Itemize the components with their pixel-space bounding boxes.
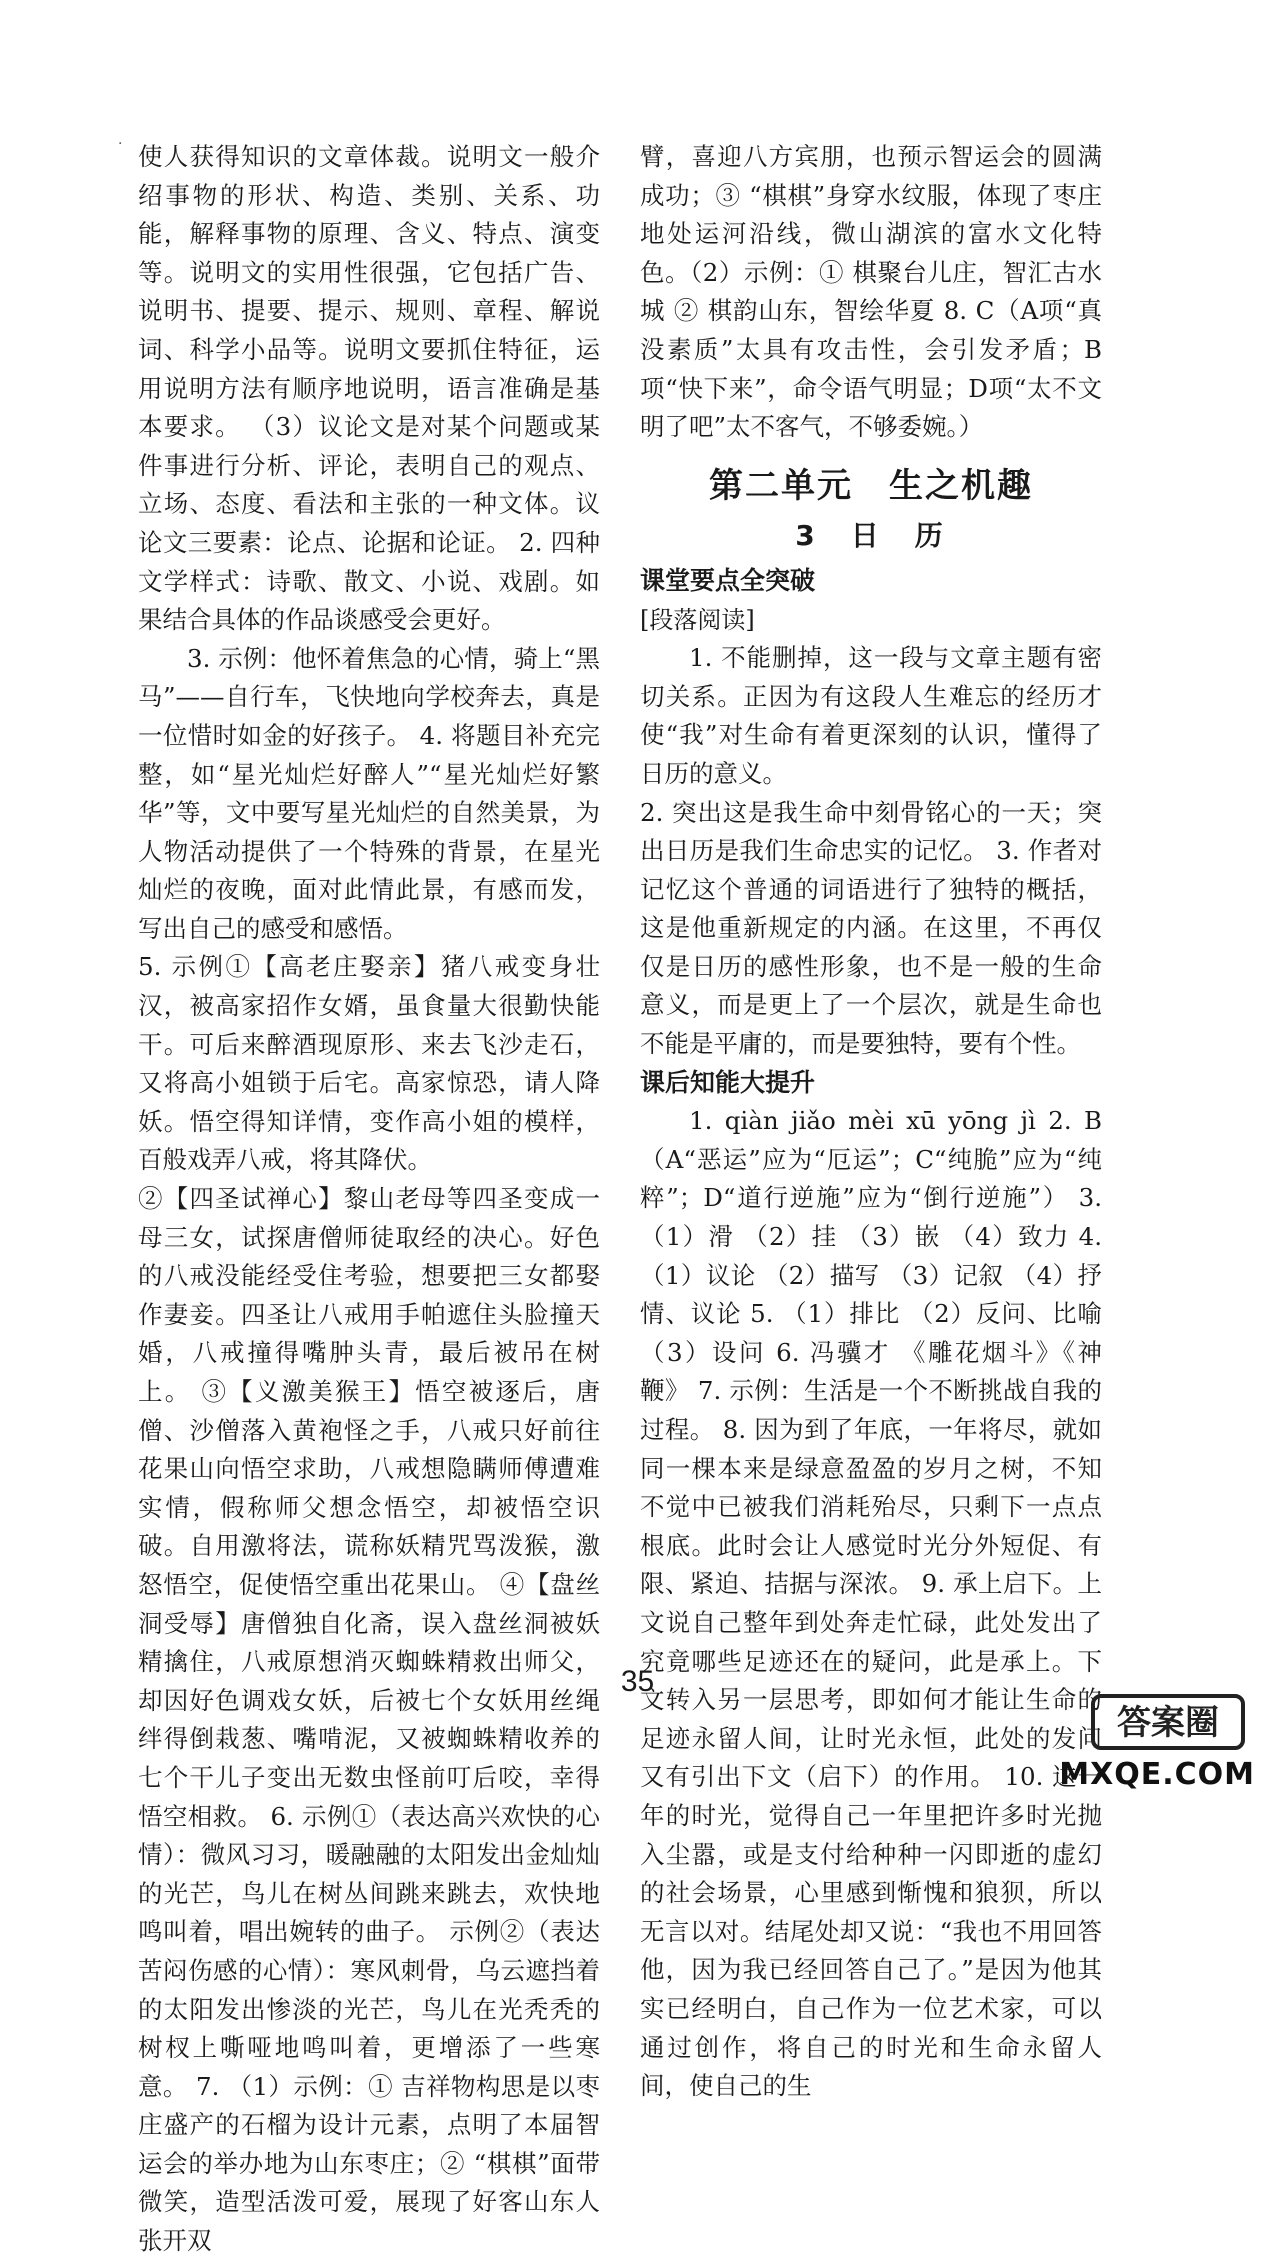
- section-heading-after-class: 课后知能大提升: [640, 1067, 816, 1097]
- section1-paragraph-1: 1. 不能删掉，这一段与文章主题有密切关系。正因为有这段人生难忘的经历才使“我”对生命有着更深刻的认识，懂得了日历的意义。: [640, 643, 1102, 788]
- left-paragraph-2: 3. 示例：他怀着焦急的心情，骑上“黑马”——自行车，飞快地向学校奔去，真是一位惜时如金的好孩子。 4. 将题目补充完整，如“星光灿烂好醉人”“星光灿烂好繁华”等，文中要写星光灿烂的自然美景，为人物活动提供了一个特殊的背景，在星光灿烂的夜晚，面对此情此景，有感而发，写出自己的感受和感悟。: [138, 643, 600, 943]
- right-column: [640, 138, 1102, 2106]
- section1-paragraph-2: 2. 突出这是我生命中刻骨铭心的一天；突出日历是我们生命忠实的记忆。 3. 作者对记忆这个普通的词语进行了独特的概括，这是他重新规定的内涵。在这里，不再仅仅是日历的感性形象，也不是一般的生命意义，而是更上了一个层次，就是生命也不能是平庸的，而是要独特，要有个性。: [640, 797, 1102, 1059]
- watermark-logo-text: 答案圈: [1117, 1703, 1219, 1743]
- section-tag-reading: [段落阅读]: [640, 605, 755, 634]
- right-continuation: 臂，喜迎八方宾朋，也预示智运会的圆满成功；③ “棋棋”身穿水纹服，体现了枣庄地处运河沿线，微山湖滨的富水文化特色。（2）示例：① 棋聚台儿庄，智汇古水城 ② 棋韵山东，智绘华夏 8. C（A项“真没素质”太具有攻击性，会引发矛盾；B项“快下来”，命令语气明显；D项“太不文明了吧”太不客气，不够委婉。）: [640, 142, 1102, 442]
- unit-title: 第二单元 生之机趣: [709, 465, 1033, 506]
- left-paragraph-3: 5. 示例①【高老庄娶亲】猪八戒变身壮汉，被高家招作女婿，虽食量大很勤快能干。可后来醉酒现原形、来去飞沙走石，又将高小姐锁于后宅。高家惊恐，请人降妖。悟空得知详情，变作高小姐的模样，百般戏弄八戒，将其降伏。: [138, 952, 600, 1175]
- watermark-text: MXQE.COM: [1059, 1757, 1255, 1792]
- left-paragraph-1: 使人获得知识的文章体裁。说明文一般介绍事物的形状、构造、类别、关系、功能，解释事物的原理、含义、特点、演变等。说明文的实用性很强，它包括广告、说明书、提要、提示、规则、章程、解说词、科学小品等。说明文要抓住特征，运用说明方法有顺序地说明，语言准确是基本要求。 （3）议论文是对某个问题或某件事进行分析、评论，表明自己的观点、立场、态度、看法和主张的一种文体。议论文三要素：论点、论据和论证。 2. 四种文学样式：诗歌、散文、小说、戏剧。如果结合具体的作品谈感受会更好。: [138, 142, 600, 635]
- margin-dot: ·: [118, 136, 123, 152]
- section-heading-classroom: 课堂要点全突破: [640, 565, 816, 595]
- left-paragraph-4: ②【四圣试禅心】黎山老母等四圣变成一母三女，试探唐僧师徒取经的决心。好色的八戒没能经受住考验，想要把三女都娶作妻妾。四圣让八戒用手帕遮住头脸撞天婚，八戒撞得嘴肿头青，最后被吊在树上。 ③【义激美猴王】悟空被逐后，唐僧、沙僧落入黄袍怪之手，八戒只好前往花果山向悟空求助，八戒想隐瞒师傅遭难实情，假称师父想念悟空，却被悟空识破。自用激将法，谎称妖精咒骂泼猴，激怒悟空，促使悟空重出花果山。 ④【盘丝洞受辱】唐僧独自化斋，误入盘丝洞被妖精擒住，八戒原想消灭蜘蛛精救出师父，却因好色调戏女妖，后被七个女妖用丝绳绊得倒栽葱、嘴啃泥，又被蜘蛛精收养的七个干儿子变出无数虫怪前叮后咬，幸得悟空相救。 6. 示例①（表达高兴欢快的心情）：微风习习，暖融融的太阳发出金灿灿的光芒，鸟儿在树丛间跳来跳去，欢快地鸣叫着，唱出婉转的曲子。 示例②（表达苦闷伤感的心情）：寒风刺骨，乌云遮挡着的太阳发出惨淡的光芒，鸟儿在光秃秃的树杈上嘶哑地鸣叫着，更增添了一些寒意。 7. （1）示例：① 吉祥物构思是以枣庄盛产的石榴为设计元素，点明了本届智运会的举办地为山东枣庄；② “棋棋”面带微笑，造型活泼可爱，展现了好客山东人张开双: [138, 1184, 600, 2256]
- section2-paragraph-1: 1. qiàn jiǎo mèi xū yōng jì 2. B（A“恶运”应为“厄运”；C“纯脆”应为“纯粹”；D“道行逆施”应为“倒行逆施”） 3. （1）滑 （2）挂 （3）嵌 （4）致力 4. （1）议论 （2）描写 （3）记叙 （4）抒情、议论 5. （1）排比 （2）反问、比喻 （3）设问 6. 冯骥才 《雕花烟斗》《神鞭》 7. 示例：生活是一个不断挑战自我的过程。 8. 因为到了年底，一年将尽，就如同一棵本来是绿意盈盈的岁月之树，不知不觉中已被我们消耗殆尽，只剩下一点点根底。此时会让人感觉时光分外短促、有限、紧迫、拮据与深浓。 9. 承上启下。上文说自己整年到处奔走忙碌，此处发出了究竟哪些足迹还在的疑问，此是承上。下文转入另一层思考，即如何才能让生命的足迹永留人间，让时光永恒，此处的发问又有引出下文（启下）的作用。 10. 这一年的时光，觉得自己一年里把许多时光抛入尘嚣，或是支付给种种一闪即逝的虚幻的社会场景，心里感到惭愧和狼狈，所以无言以对。结尾处却又说：“我也不用回答他，因为我已经回答自己了。”是因为他其实已经明白，自己作为一位艺术家，可以通过创作，将自己的时光和生命永留人间，使自己的生: [640, 1106, 1102, 2101]
- page-number: 35: [620, 1665, 655, 1698]
- lesson-title: 3 日 历: [795, 519, 947, 553]
- left-column: [138, 138, 600, 2261]
